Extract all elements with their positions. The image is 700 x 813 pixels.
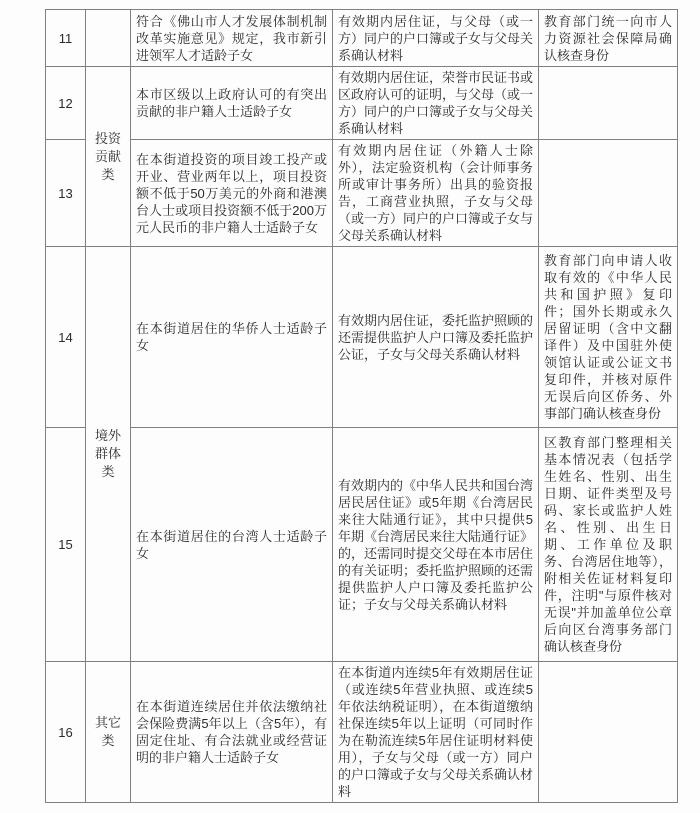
materials-cell: 有效期内居住证，委托监护照顾的还需提供监护人户口簿及委托监护公证，子女与父母关系确认材料: [333, 247, 539, 428]
verification-cell: [539, 140, 678, 247]
materials-cell: 有效期内居住证，与父母（或一方）同户的户口簿或子女与父母关系确认材料: [333, 10, 539, 67]
category-cell-overseas: 境外群体类: [86, 247, 131, 662]
description-cell: 在本街道连续居住并依法缴纳社会保险费满5年以上（含5年），有固定住址、有合法就业或经营证明的非户籍人士适龄子女: [131, 662, 333, 803]
description-cell: 在本街道居住的台湾人士适龄子女: [131, 428, 333, 662]
description-cell: 符合《佛山市人才发展体制机制改革实施意见》规定，我市新引进领军人才适龄子女: [131, 10, 333, 67]
category-cell: [86, 10, 131, 67]
verification-cell: 区教育部门整理相关基本情况表（包括学生姓名、性别、出生日期、证件类型及号码、家长或监护人姓名、性别、出生日期、工作单位及职务、台湾居住地等），附相关佐证材料复印件，注明"与原件核对无误"并加盖单位公章后向区台湾事务部门确认核查身份: [539, 428, 678, 662]
verification-cell: 教育部门向申请人收取有效的《中华人民共和国护照》复印件；国外长期或永久居留证明（含中文翻译件）及中国驻外使领馆认证或公证文书复印件，并核对原件无误后向区侨务、外事部门确认核查身份: [539, 247, 678, 428]
table-row: [46, 67, 678, 140]
materials-cell: 有效期内居住证（外籍人士除外），法定验资机构（会计师事务所或审计事务所）出具的验资报告，工商营业执照，子女与父母（或一方）同户的户口簿或子女与父母关系确认材料: [333, 140, 539, 247]
description-cell: 本市区级以上政府认可的有突出贡献的非户籍人士适龄子女: [131, 67, 333, 140]
row-number: 16: [46, 662, 86, 803]
category-cell-investment: 投资贡献类: [86, 67, 131, 247]
enrollment-categories-table: [45, 9, 678, 803]
table-row: [46, 428, 678, 662]
description-cell: 在本街道投资的项目竣工投产或开业、营业两年以上，项目投资额不低于50万美元的外商和港澳台人士或项目投资额不低于200万元人民币的非户籍人士适龄子女: [131, 140, 333, 247]
row-number: 12: [46, 67, 86, 140]
row-number: 11: [46, 10, 86, 67]
materials-cell: 有效期内的《中华人民共和国台湾居民居住证》或5年期《台湾居民来往大陆通行证》，其中只提供5年期《台湾居民来往大陆通行证》的，还需同时提交父母在本市居住的有关证明；委托监护照顾的还需提供监护人户口簿及委托监护公证；子女与父母关系确认材料: [333, 428, 539, 662]
materials-cell: 有效期内居住证，荣誉市民证书或区政府认可的证明，与父母（或一方）同户的户口簿或子女与父母关系确认材料: [333, 67, 539, 140]
table-row: [46, 662, 678, 803]
materials-cell: 在本街道内连续5年有效期居住证（或连续5年营业执照、或连续5年依法纳税证明），在本街道缴纳社保连续5年以上证明（可同时作为在勒流连续5年居住证明材料使用），子女与父母（或一方）同户的户口簿或子女与父母关系确认材料: [333, 662, 539, 803]
category-cell-other: 其它类: [86, 662, 131, 803]
row-number: 14: [46, 247, 86, 428]
row-number: 15: [46, 428, 86, 662]
verification-cell: [539, 67, 678, 140]
table-row: [46, 10, 678, 67]
verification-cell: 教育部门统一向市人力资源社会保障局确认核查身份: [539, 10, 678, 67]
description-cell: 在本街道居住的华侨人士适龄子女: [131, 247, 333, 428]
row-number: 13: [46, 140, 86, 247]
verification-cell: [539, 662, 678, 803]
table-row: [46, 247, 678, 428]
table-row: [46, 140, 678, 247]
